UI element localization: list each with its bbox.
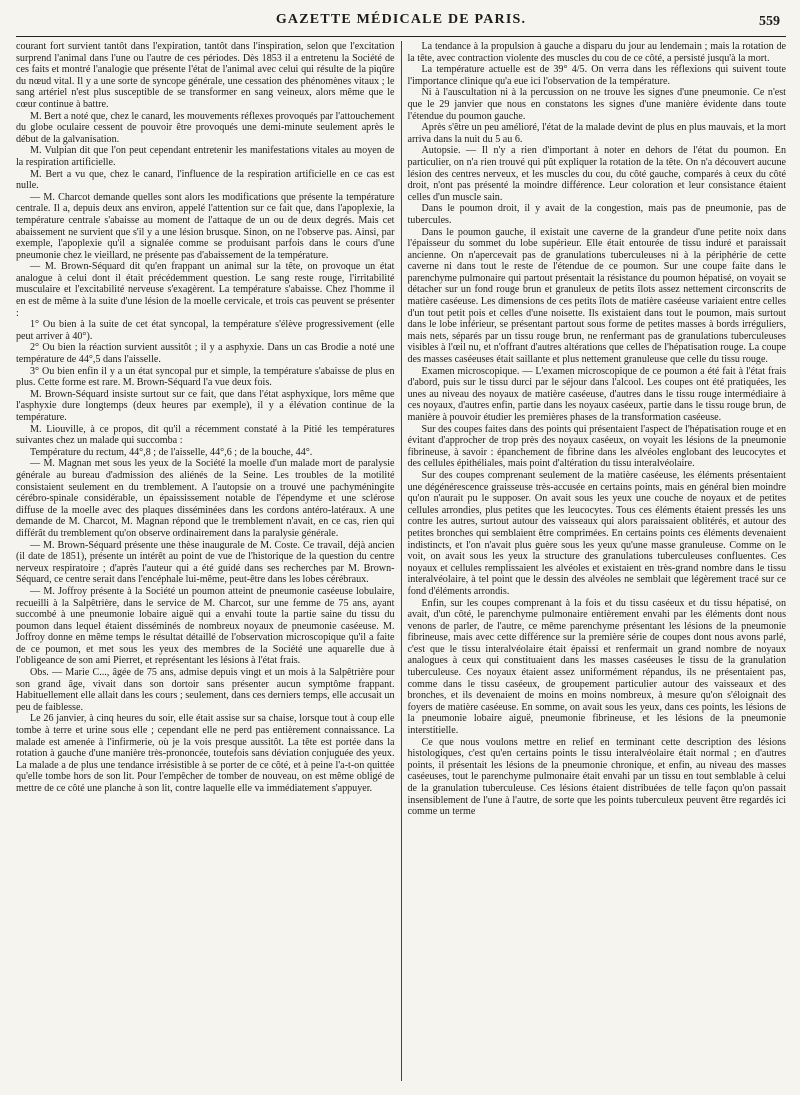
right-column bbox=[402, 41, 787, 1081]
paragraph: Ce que nous voulons mettre en relief en terminant cette description des lésions histologiques, c'est qu'en certains points le tissu interalvéolaire était normal ; en d'autres points, il présentait les lésions de la pneumonie chronique, et enfin, au niveau des masses caséeuses, tout le parenchyme pulmonaire était envahi par un tissu en tout semblable à celui de la granulation tuberculeuse. Ces lésions étaient distribuées de telle façon qu'on passait insensiblement de l'une à l'autre, de sorte que les points tuberculeux peuvent être regardés ici comme un terme bbox=[407, 736, 786, 818]
paragraph: courant fort survient tantôt dans l'expiration, tantôt dans l'inspiration, selon que l'excitation surprend l'animal dans l'une ou l'autre de ces périodes. Dès 1853 il a entretenu la Société de ces faits et montré l'analogie que présente l'état de l'animal avec celui qui résulte de la piqûre du nœud vital. Il y a une sorte de syncope générale, une cessation des phénomènes vitaux ; le sang artériel n'est plus susceptible de se transformer en sang veineux, alors même que le cœur continue à battre. bbox=[16, 41, 395, 110]
paragraph: Obs. — Marie C..., âgée de 75 ans, admise depuis vingt et un mois à la Salpêtrière pour son grand âge, vivait dans son dortoir sans présenter aucun symptôme frappant. Habituellement elle allait dans les cours ; seulement, dans ces derniers temps, elle accusait un peu de faiblesse. bbox=[16, 667, 395, 713]
paragraph: Dans le poumon gauche, il existait une caverne de la grandeur d'une petite noix dans l'épaisseur du sommet du lobe supérieur. Elle était entourée de tissu induré et paraissait ancienne. On n'apercevait pas de granulations tuberculeuses ni à la périphérie de cette caverne ni dans tout le reste de l'étendue de ce poumon. Sur une coupe faite dans le parenchyme pulmonaire qui partout présentait la résistance du poumon hépatisé, on voyait se détacher sur un fond rouge brun et granuleux de petits îlots assez nettement circonscrits de matière caséeuse. Les dimensions de ces petits îlots de matière caséeuse variaient entre celles d'un tout petit pois et celles d'une noisette. Ils existaient dans tout le poumon, mais surtout dans le lobe inférieur, se présentant partout sous forme de petites masses à bords irréguliers, mais nets, séparés par un tissu rouge brun, ne renfermant pas de granulations tuberculeuses visibles à l'œil nu, et n'offrant d'autres altérations que celles de l'hépatisation rouge. La coupe des masses caséeuses était saillante et plus nettement granuleuse que celle du tissu rouge. bbox=[407, 226, 786, 366]
paragraph: M. Brown-Séquard insiste surtout sur ce fait, que dans l'état asphyxique, lors même que l'asphyxie dure longtemps (deux heures par exemple), il y a élévation continue de la température. bbox=[16, 388, 395, 423]
paragraph: — M. Brown-Séquard dit qu'en frappant un animal sur la tête, on provoque un état analogue à celui dont il était précédemment question. Le sang reste rouge, l'irritabilité musculaire et l'excitabilité nerveuse s'exagèrent. La température s'abaisse. Chez l'homme il en est de même à la suite d'une lésion de la moelle cervicale, et trois cas peuvent se présenter : bbox=[16, 261, 395, 319]
paragraph: Le 26 janvier, à cinq heures du soir, elle était assise sur sa chaise, lorsque tout à coup elle tombe à terre et urine sous elle ; cependant elle ne perd pas entièrement connaissance. La malade est amenée à l'infirmerie, où je la vois presque aussitôt. La tête est portée dans la rotation à gauche d'une manière très-prononcée, toutefois sans déviation conjuguée des yeux. La malade a de plus une tendance irrésistible à se porter de ce côté, et à peine l'a-t-on quittée qu'elle tombe hors de son lit. Pour l'empêcher de tomber de nouveau, on est même obligé de mettre de ce côté une planche à son lit, contre laquelle elle va immédiatement s'appuyer. bbox=[16, 713, 395, 794]
paragraph: 2° Ou bien la réaction survient aussitôt ; il y a asphyxie. Dans un cas Brodie a noté une température de 44°,5 dans l'aisselle. bbox=[16, 342, 395, 366]
paragraph: Sur des coupes faites dans des points qui présentaient l'aspect de l'hépatisation rouge et en évitant d'approcher de trop près des noyaux caséeux, on voyait les lésions de la pneumonie fibrineuse, à savoir : épanchement de fibrine dans les alvéoles englobant des leucocytes et des cellules épithéliales, mais point d'altération du tissu interalvéolaire. bbox=[407, 423, 786, 470]
paragraph: Autopsie. — Il n'y a rien d'important à noter en dehors de l'état du poumon. En particulier, on n'a rien trouvé qui pût expliquer la rotation de la tête. On n'a découvert aucune lésion des centres nerveux, et les muscles du cou, du côté gauche, comparés à ceux du côté droit, n'ont pas présenté la moindre différence. Leur coloration et leur consistance étaient celles d'un muscle sain. bbox=[407, 145, 786, 203]
paragraph: — M. Charcot demande quelles sont alors les modifications que présente la température centrale. Il a, depuis deux ans environ, appelé l'attention sur ce fait que, dans l'apoplexie, la température centrale s'abaisse au moment de l'attaque de un ou de deux degrés. Mais cet abaissement ne survient que s'il y a une lésion brusque. Sinon, on ne l'observe pas. Ainsi, par exemple, l'apoplexie qu'il a signalée comme se produisant parfois dans le cours d'une pneumonie chez le vieillard, ne présente pas d'abaissement de la température. bbox=[16, 191, 395, 261]
paragraph: Après s'être un peu amélioré, l'état de la malade devint de plus en plus mauvais, et la mort arriva dans la nuit du 5 au 6. bbox=[407, 122, 786, 145]
paragraph: 3° Ou bien enfin il y a un état syncopal pur et simple, la température s'abaisse de plus en plus. Cette forme est rare. M. Brown-Séquard l'a vue deux fois. bbox=[16, 365, 395, 389]
paragraph: Examen microscopique. — L'examen microscopique de ce poumon a été fait à l'état frais d'abord, puis sur le tissu durci par le séjour dans l'alcool. Les coupes ont été pratiquées, les unes au niveau des noyaux de matière caséeuse, d'autres dans le tissu rouge intermédiaire à ces noyaux, d'autres enfin, partie dans les noyaux caséeux, partie dans le tissu rouge brun, de manière à pouvoir étudier les premières phases de la transformation caséeuse. bbox=[407, 365, 786, 423]
paragraph: — M. Brown-Séquard présente une thèse inaugurale de M. Coste. Ce travail, déjà ancien (il date de 1851), présente un intérêt au point de vue de l'historique de la question du centre nerveux respiratoire ; d'après l'auteur qui a été guidé dans ses recherches par M. Brown-Séquard, ce centre serait dans l'encéphale lui-même, peut-être dans les lobes cérébraux. bbox=[16, 539, 395, 586]
page-number: 559 bbox=[759, 14, 780, 29]
paragraph: 1° Ou bien à la suite de cet état syncopal, la température s'élève progressivement (elle peut arriver à 40°). bbox=[16, 319, 395, 342]
paragraph: M. Vulpian dit que l'on peut cependant entretenir les manifestations vitales au moyen de la respiration artificielle. bbox=[16, 145, 395, 168]
paragraph: — M. Magnan met sous les yeux de la Société la moelle d'un malade mort de paralysie générale au bureau d'admission des aliénés de la Seine. Les troubles de la motilité consistaient seulement en du tremblement. A l'autopsie on a trouvé une pachyméningite cérébro-spinale considérable, un épaississement notable de l'épendyme et une sclérose diffuse de la moelle avec des plaques disséminées dans les cordons antéro-latéraux. A une demande de M. Charcot, M. Magnan répond que le tremblement n'avait, en ce cas, rien qui différât du tremblement qu'on observe ordinairement dans la paralysie générale. bbox=[16, 458, 395, 539]
paragraph: Sur des coupes comprenant seulement de la matière caséeuse, les éléments présentaient une dégénérescence graisseuse très-accusée en certains points, mais en général bien moindre qu'on n'aurait pu le supposer. On avait sous les yeux une couche de noyaux et de petites cellules arrondies, plus petites que les leucocytes. Tous ces éléments étaient pressés les uns contre les autres, surtout autour des vaisseaux qui alors paraissaient oblitérés, et autour des petites bronches qui semblaient être comprimées. En certains points ces éléments devenaient indistincts, et l'on n'avait plus guère sous les yeux qu'une masse granuleuse. Comme on le voit, on avait sous les yeux la structure des granulations tuberculeuses confluentes. Ces noyaux et cellules remplissaient les alvéoles et existaient en très-grand nombre dans le tissu interalvéolaire, à tel point que le dessin des alvéoles ne semblait que légèrement tracé sur ce fond d'éléments arrondis. bbox=[407, 469, 786, 597]
journal-title: GAZETTE MÉDICALE DE PARIS. bbox=[275, 12, 527, 27]
paragraph: La température actuelle est de 39° 4/5. On verra dans les réflexions qui suivent toute l'importance clinique qu'a eue ici l'observation de la température. bbox=[407, 64, 786, 87]
paragraph: M. Liouville, à ce propos, dit qu'il a récemment constaté à la Pitié les températures suivantes chez un malade qui succomba : bbox=[16, 423, 395, 447]
paragraph: Enfin, sur les coupes comprenant à la fois et du tissu caséeux et du tissu hépatisé, on avait, d'un côté, le parenchyme pulmonaire entièrement envahi par les éléments dont nous venons de parler, de l'autre, ce même parenchyme présentant les lésions de la pneumonie fibrineuse, mais avec cette différence sur la première série de coupes dont nous avons parlé, c'est que le tissu interalvéolaire était épaissi et renfermait un grand nombre de noyaux analogues à ceux qui constituaient dans les masses caséeuses le tissu de la granulation tuberculeuse. Ces noyaux étaient assez uniformément répandus, ils ne présentaient pas, comme dans le tissu caséeux, de groupement particulier autour des vaisseaux et des bronches, et ils devenaient de moins en moins nombreux, à mesure qu'on s'éloignait des foyers de matière caséeuse. En somme, on avait sous les yeux, dans ces points, les lésions de la pneumonie lobaire aiguë, pneumonie fibrineuse, et les lésions de la pneumonie interstitielle. bbox=[407, 597, 786, 737]
left-column bbox=[16, 41, 402, 1081]
paragraph: M. Bert a vu que, chez le canard, l'influence de la respiration artificielle en ce cas est nulle. bbox=[16, 168, 395, 192]
paragraph: Dans le poumon droit, il y avait de la congestion, mais pas de pneumonie, pas de tubercules. bbox=[407, 203, 786, 226]
paragraph: La tendance à la propulsion à gauche a disparu du jour au lendemain ; mais la rotation de la tête, avec contraction violente des muscles du cou de ce côté, a persisté jusqu'à la mort. bbox=[407, 41, 786, 64]
paragraph: Température du rectum, 44°,8 ; de l'aisselle, 44°,6 ; de la bouche, 44°. bbox=[30, 446, 313, 458]
page-header bbox=[16, 12, 786, 37]
paragraph: M. Bert a noté que, chez le canard, les mouvements réflexes provoqués par l'attouchement du globe oculaire cessent de pouvoir être provoqués une demi-minute seulement après le début de la galvanisation. bbox=[16, 110, 395, 145]
paragraph: — M. Joffroy présente à la Société un poumon atteint de pneumonie caséeuse lobulaire, recueilli à la Salpêtrière, dans le service de M. Charcot, sur une femme de 75 ans, ayant succombé à une pneumonie lobaire aiguë qui a envahi toute la partie saine du tissu du poumon dans lequel étaient disséminés de nombreux noyaux de pneumonie caséeuse. M. Joffroy donne en même temps le résultat détaillé de l'observation microscopique qu'il a faite de ce poumon, et met sous les yeux des membres de la Société une aquarelle due à l'obligeance de son ami Pierret, et représentant les lésions à l'état frais. bbox=[16, 585, 395, 667]
text-columns bbox=[16, 41, 786, 1081]
paragraph: Ni à l'auscultation ni à la percussion on ne trouve les signes d'une pneumonie. Ce n'est que le 29 janvier que nous en constatons les signes d'une manière évidente dans toute l'étendue du poumon gauche. bbox=[407, 87, 786, 122]
